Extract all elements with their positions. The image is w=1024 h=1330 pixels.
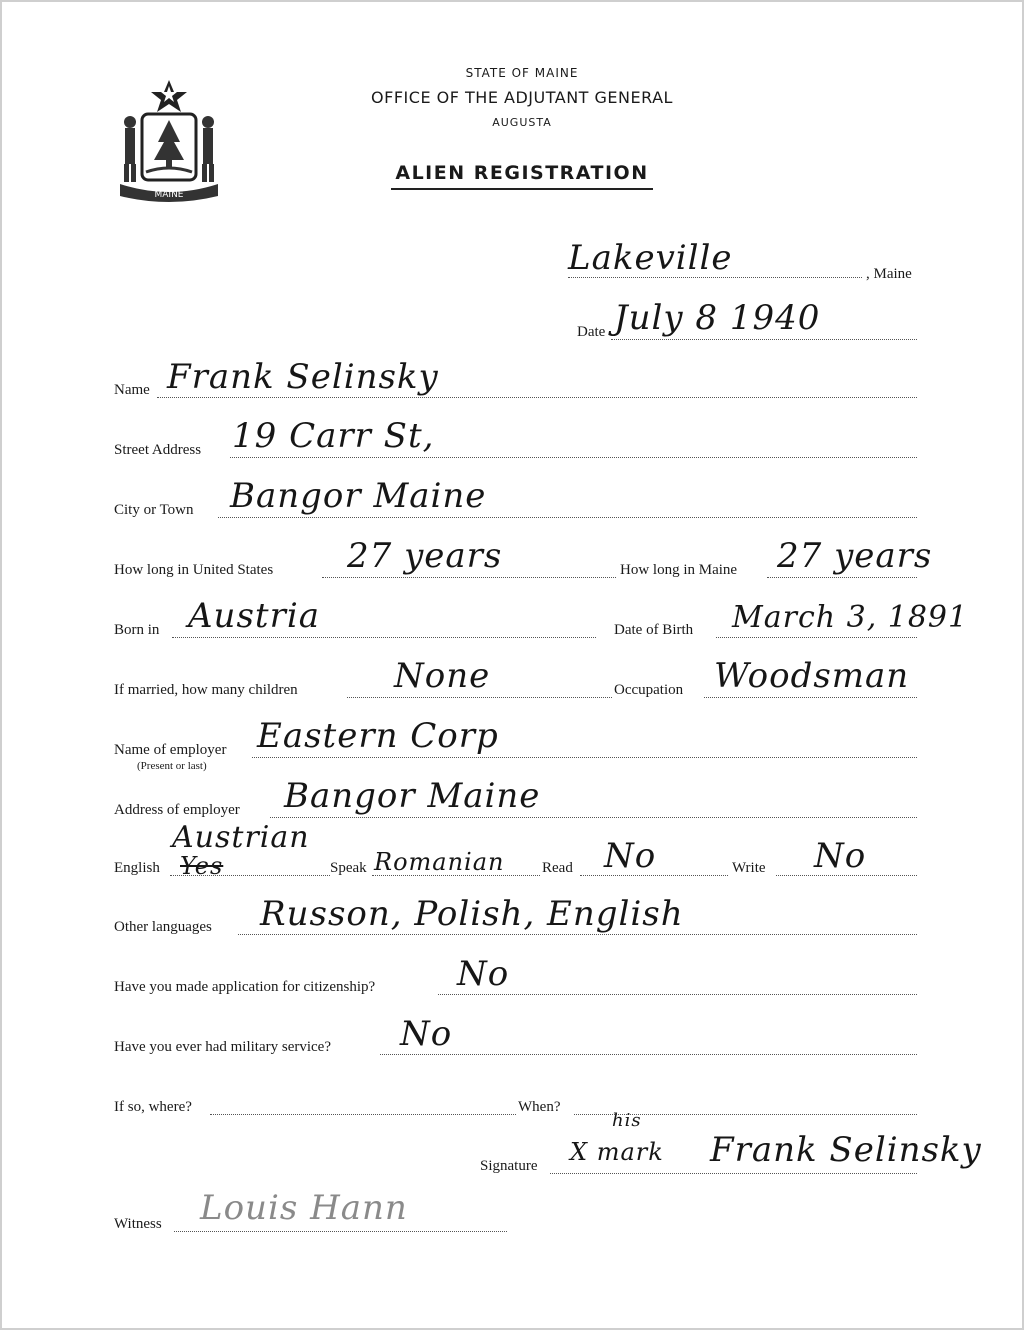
town-value: Lakeville bbox=[568, 238, 733, 278]
dob-line bbox=[716, 637, 917, 638]
citizenship-value: No bbox=[457, 954, 510, 994]
citizenship-line bbox=[438, 994, 917, 995]
born-in-line bbox=[172, 637, 596, 638]
born-in-label: Born in bbox=[114, 622, 160, 638]
employer-value: Eastern Corp bbox=[257, 716, 499, 756]
occupation-label: Occupation bbox=[614, 682, 684, 698]
speak-value: Romanian bbox=[374, 848, 505, 876]
witness-label: Witness bbox=[114, 1216, 162, 1232]
employer-address-value: Bangor Maine bbox=[284, 776, 541, 816]
citizenship-label: Have you made application for citizenship? bbox=[114, 979, 376, 995]
children-value: None bbox=[394, 656, 491, 696]
svg-text:MAINE: MAINE bbox=[154, 190, 184, 200]
street-line bbox=[230, 457, 917, 458]
state-seal-emblem bbox=[114, 76, 224, 204]
english-struck-value: Yes bbox=[180, 852, 224, 880]
speak-label: Speak bbox=[330, 860, 367, 876]
date-label: Date bbox=[577, 324, 606, 340]
english-correction: Austrian bbox=[172, 820, 310, 855]
signature-label: Signature bbox=[480, 1158, 538, 1174]
street-value: 19 Carr St, bbox=[232, 416, 435, 456]
header-office: OFFICE OF THE ADJUTANT GENERAL bbox=[371, 88, 673, 107]
write-value: No bbox=[814, 836, 867, 876]
other-languages-value: Russon, Polish, English bbox=[260, 894, 684, 934]
how-long-maine-value: 27 years bbox=[777, 536, 933, 576]
name-label: Name bbox=[114, 382, 150, 398]
occupation-line bbox=[704, 697, 917, 698]
date-line bbox=[611, 339, 917, 340]
write-label: Write bbox=[732, 860, 766, 876]
read-line bbox=[580, 875, 728, 876]
signature-mark: X mark bbox=[570, 1138, 664, 1166]
name-line bbox=[157, 397, 917, 398]
how-long-maine-label: How long in Maine bbox=[620, 562, 738, 578]
how-long-us-value: 27 years bbox=[347, 536, 503, 576]
signature-mark-his: his bbox=[612, 1110, 642, 1131]
occupation-value: Woodsman bbox=[714, 656, 910, 696]
employer-address-line bbox=[270, 817, 917, 818]
when-label: When? bbox=[518, 1099, 561, 1115]
how-long-maine-line bbox=[767, 577, 917, 578]
date-value: July 8 1940 bbox=[614, 298, 821, 338]
how-long-us-line bbox=[322, 577, 616, 578]
witness-value: Louis Hann bbox=[200, 1188, 408, 1228]
employer-line bbox=[252, 757, 917, 758]
employer-note: (Present or last) bbox=[137, 760, 207, 772]
military-value: No bbox=[400, 1014, 453, 1054]
military-label: Have you ever had military service? bbox=[114, 1039, 331, 1055]
name-value: Frank Selinsky bbox=[167, 357, 439, 397]
dob-label: Date of Birth bbox=[614, 622, 694, 638]
how-long-us-label: How long in United States bbox=[114, 562, 274, 578]
read-label: Read bbox=[542, 860, 573, 876]
city-value: Bangor Maine bbox=[230, 476, 487, 516]
other-languages-label: Other languages bbox=[114, 919, 212, 935]
where-line bbox=[210, 1114, 516, 1115]
other-languages-line bbox=[238, 934, 917, 935]
employer-address-label: Address of employer bbox=[114, 802, 240, 818]
write-line bbox=[776, 875, 917, 876]
header-state: STATE OF MAINE bbox=[465, 66, 579, 80]
english-label: English bbox=[114, 860, 160, 876]
maine-label: , Maine bbox=[866, 266, 912, 282]
form-title: ALIEN REGISTRATION bbox=[342, 162, 702, 184]
street-label: Street Address bbox=[114, 442, 202, 458]
signature-line bbox=[550, 1173, 917, 1174]
where-label: If so, where? bbox=[114, 1099, 192, 1115]
city-label: City or Town bbox=[114, 502, 194, 518]
born-in-value: Austria bbox=[188, 596, 320, 636]
employer-label: Name of employer bbox=[114, 742, 227, 758]
town-line bbox=[568, 277, 862, 278]
english-line bbox=[170, 875, 330, 876]
children-label: If married, how many children bbox=[114, 682, 298, 698]
header-city: AUGUSTA bbox=[492, 116, 552, 129]
children-line bbox=[347, 697, 612, 698]
witness-line bbox=[174, 1231, 507, 1232]
read-value: No bbox=[604, 836, 657, 876]
dob-value: March 3, 1891 bbox=[732, 600, 969, 635]
signature-name: Frank Selinsky bbox=[710, 1130, 982, 1170]
military-line bbox=[380, 1054, 917, 1055]
speak-line bbox=[372, 875, 540, 876]
city-line bbox=[218, 517, 917, 518]
